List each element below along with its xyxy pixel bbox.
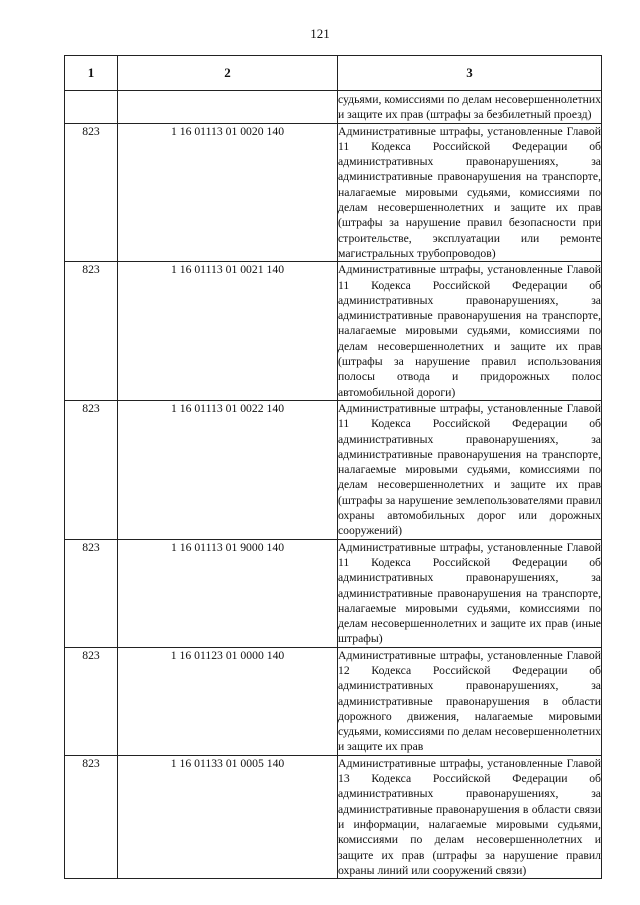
table-row [65, 755, 602, 878]
kbk-code-cell: 1 16 01113 01 0021 140 [118, 262, 338, 401]
description-cell: Административные штрафы, установленные Главой 11 Кодекса Российской Федерации об административных правонарушениях, за административные правонарушения на транспорте, налагаемые мировыми судьями, комиссиями по делам несовершеннолетних и защите их прав (штрафы за нарушение землепользователями правил охраны автомобильных дорог или дорожных сооружений) [338, 401, 601, 538]
description-cell: Административные штрафы, установленные Главой 11 Кодекса Российской Федерации об административных правонарушениях, за административные правонарушения на транспорте, налагаемые мировыми судьями, комиссиями по делам несовершеннолетних и защите их прав (иные штрафы) [338, 540, 601, 646]
kbk-code-cell: 1 16 01113 01 0020 140 [118, 123, 338, 262]
table-row [65, 123, 602, 262]
table-header-row [65, 56, 602, 91]
table-row [65, 400, 602, 539]
page-number: 121 [310, 26, 330, 41]
column-header-1: 1 [65, 56, 118, 91]
column-header-2: 2 [118, 56, 338, 91]
budget-codes-table [64, 55, 602, 879]
table-row-continuation [65, 91, 602, 124]
description-cell: Административные штрафы, установленные Главой 11 Кодекса Российской Федерации об административных правонарушениях, за административные правонарушения на транспорте, налагаемые мировыми судьями, комиссиями по делам несовершеннолетних и защите их прав (штрафы за нарушение правил использования полосы отвода и придорожных полос автомобильной дороги) [338, 263, 601, 399]
kbk-code-cell: 1 16 01113 01 9000 140 [118, 539, 338, 647]
description-cell: Административные штрафы, установленные Главой 13 Кодекса Российской Федерации об административных правонарушениях, за административные правонарушения в области связи и информации, налагаемые мировыми судьями, комиссиями по делам несовершеннолетних и защите их прав (штрафы за нарушение правил охраны линий или сооружений связи) [338, 756, 601, 877]
kbk-code-cell: 1 16 01113 01 0022 140 [118, 400, 338, 539]
description-cell: Административные штрафы, установленные Главой 11 Кодекса Российской Федерации об административных правонарушениях, за административные правонарушения на транспорте, налагаемые мировыми судьями, комиссиями по делам несовершеннолетних и защите их прав (штрафы за нарушение правил безопасности при строительстве, эксплуатации или ремонте магистральных трубопроводов) [338, 124, 601, 260]
table-row [65, 262, 602, 401]
admin-code-cell: 823 [65, 539, 118, 647]
description-cell: Административные штрафы, установленные Главой 12 Кодекса Российской Федерации об административных правонарушениях, за административные правонарушения в области дорожного движения, налагаемые мировыми судьями, комиссиями по делам несовершеннолетних и защите их прав [338, 648, 601, 754]
continuation-description: судьями, комиссиями по делам несовершеннолетних и защите их прав (штрафы за безбилетный проезд) [338, 91, 602, 124]
admin-code-cell: 823 [65, 400, 118, 539]
admin-code-cell: 823 [65, 647, 118, 755]
admin-code-cell: 823 [65, 123, 118, 262]
kbk-code-cell: 1 16 01123 01 0000 140 [118, 647, 338, 755]
column-header-3: 3 [338, 56, 602, 91]
admin-code-cell: 823 [65, 755, 118, 878]
admin-code-cell: 823 [65, 262, 118, 401]
table-row [65, 539, 602, 647]
empty-cell [118, 91, 338, 124]
table-row [65, 647, 602, 755]
kbk-code-cell: 1 16 01133 01 0005 140 [118, 755, 338, 878]
empty-cell [65, 91, 118, 124]
